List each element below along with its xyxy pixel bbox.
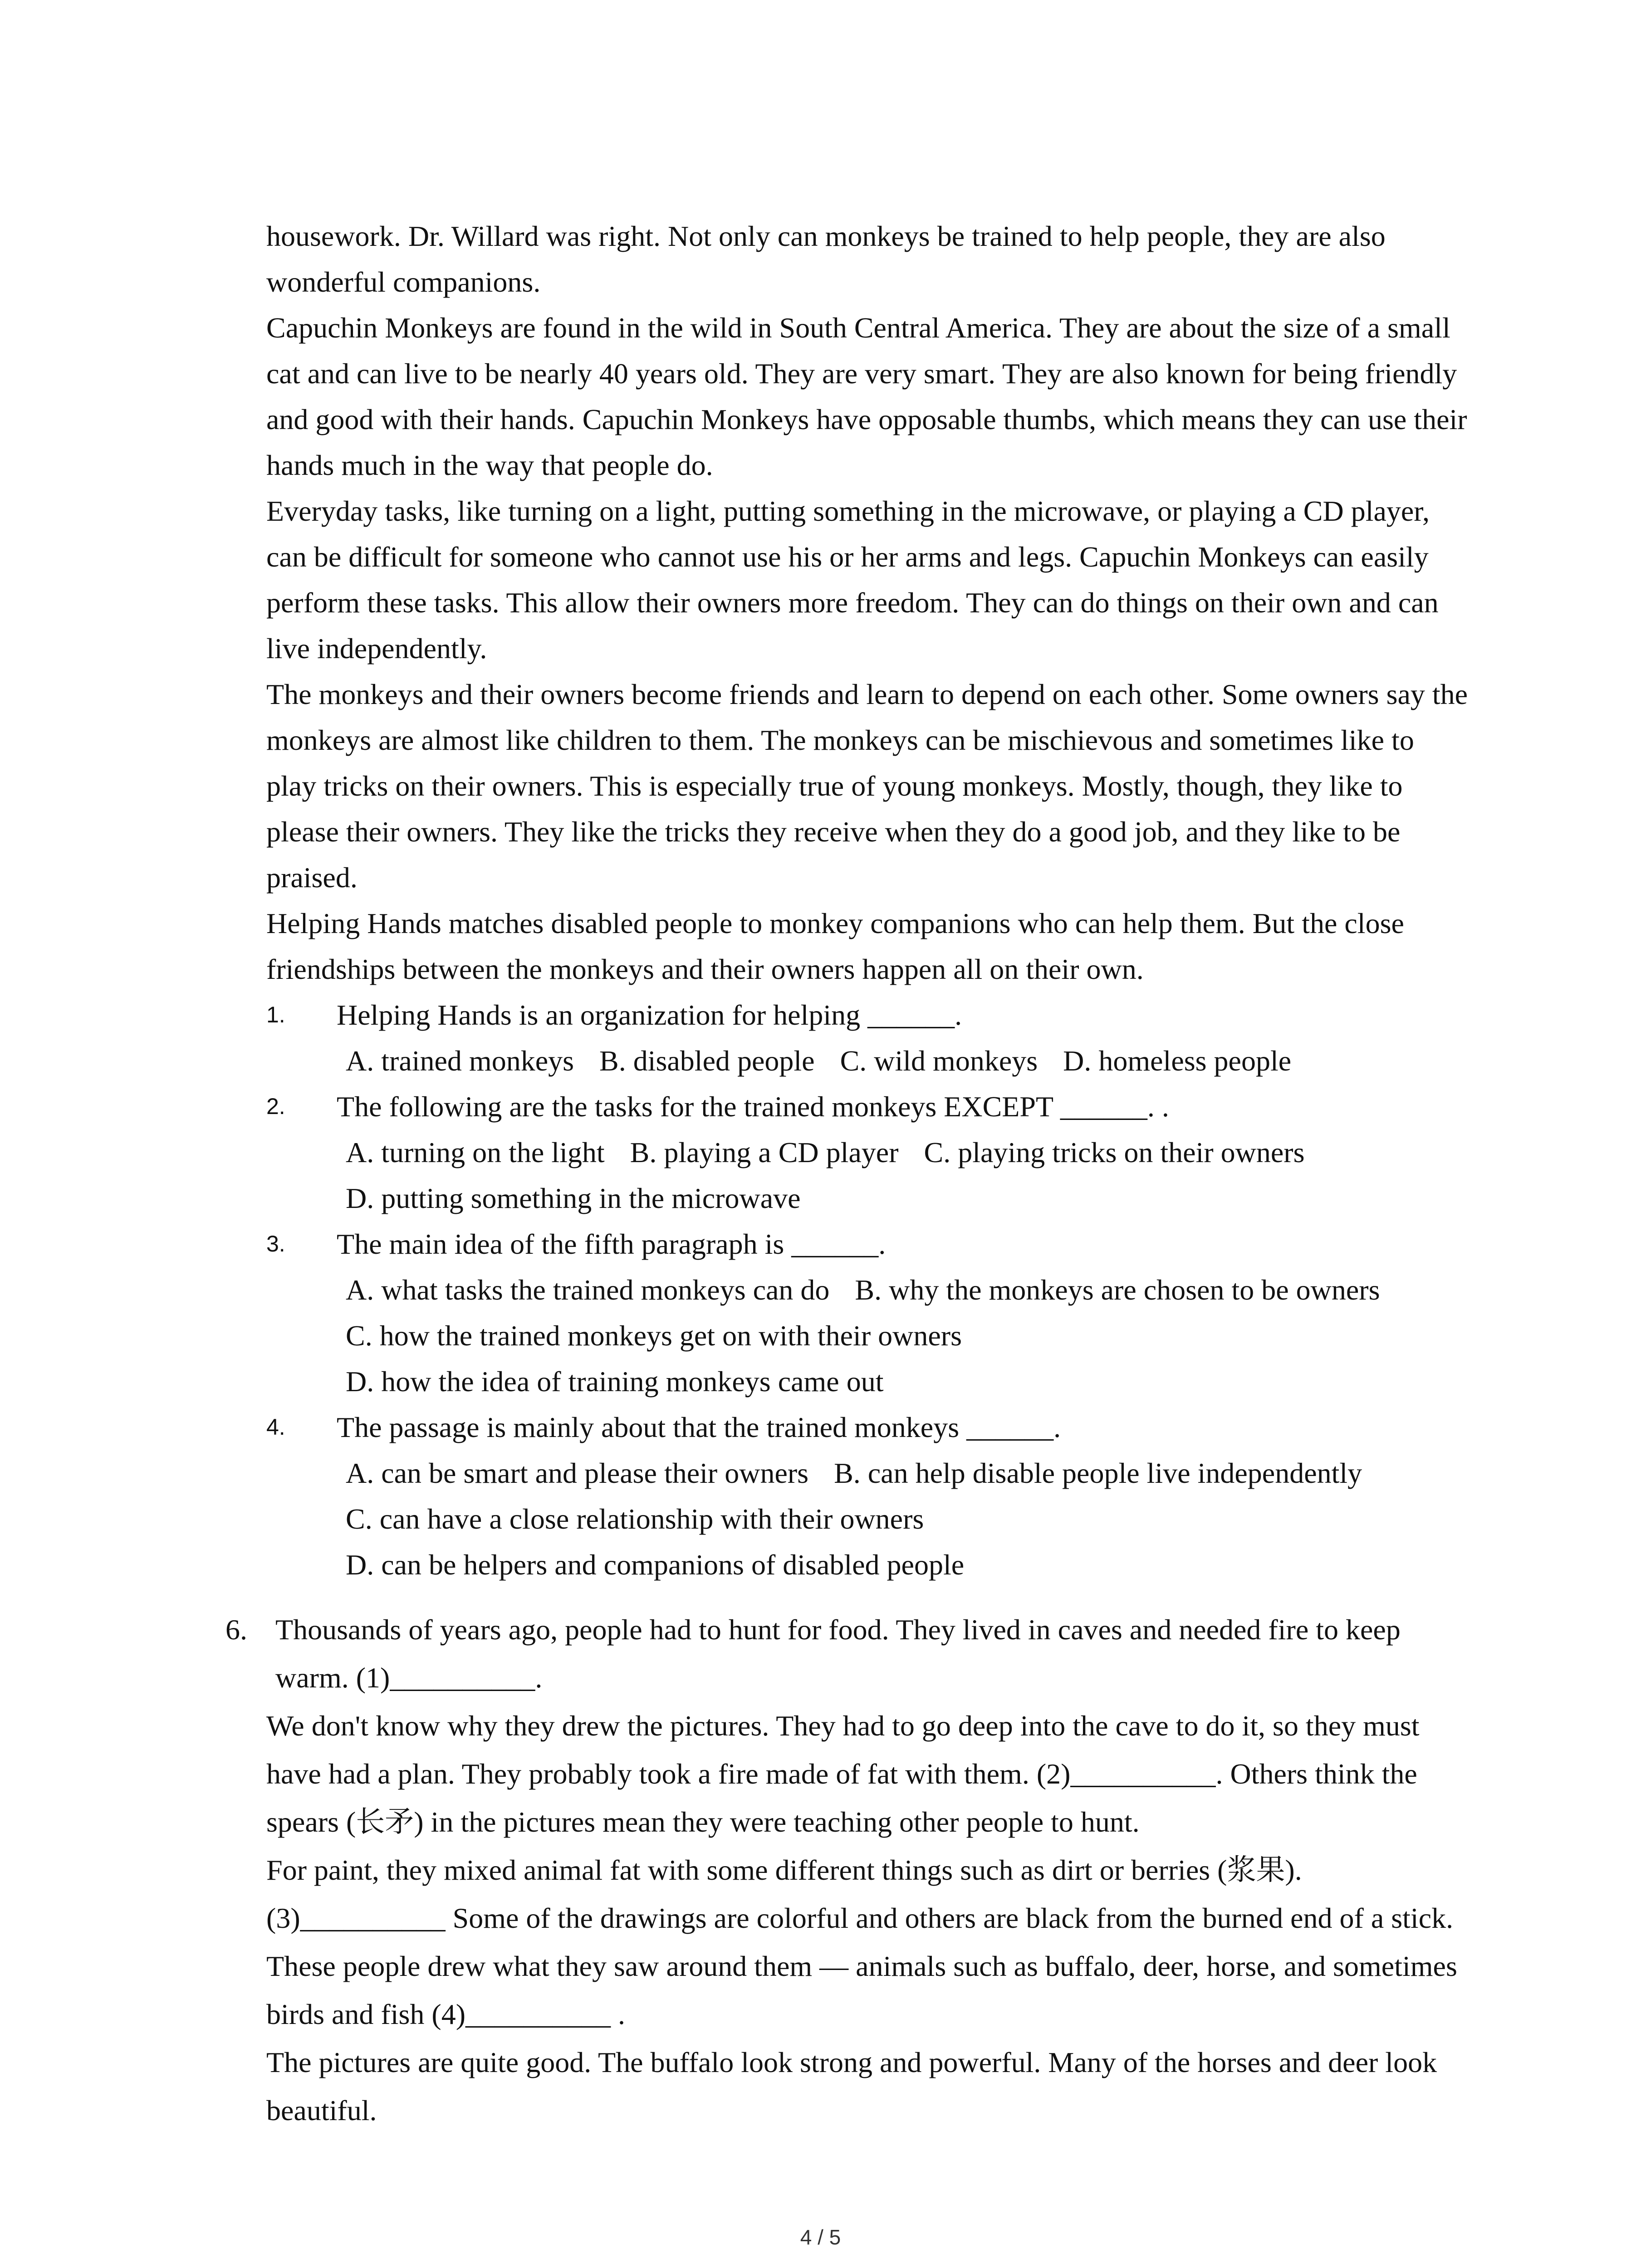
question-stem: Helping Hands is an organization for helping ______. [337,999,962,1031]
question-1 [266,992,1469,1084]
option-b: B. why the monkeys are chosen to be owners [855,1274,1380,1306]
paragraph: housework. Dr. Willard was right. Not only can monkeys be trained to help people, they are also wonderful companions. [266,220,1386,298]
question-number: 4. [266,1414,285,1440]
paragraph: The pictures are quite good. The buffalo look strong and powerful. Many of the horses and deer look beautiful. [266,2046,1437,2126]
section-6 [225,1606,1469,2135]
option-d: D. putting something in the microwave [346,1182,801,1214]
question-3 [266,1221,1469,1404]
question-2 [266,1084,1469,1221]
paragraph: Everyday tasks, like turning on a light, putting something in the microwave, or playing a CD player, can be difficult for someone who cannot use his or her arms and legs. Capuchin Monkeys can easily perform these tasks. This allow their owners more freedom. They can do things on their own and can live independently. [266,495,1439,665]
paragraph: For paint, they mixed animal fat with some different things such as dirt or berries (浆果). [266,1854,1302,1886]
option-c: C. can have a close relationship with their owners [346,1503,924,1535]
passage-5 [266,213,1469,1588]
option-row [266,1496,1469,1542]
question-4 [266,1404,1469,1588]
paragraph: (3)__________ Some of the drawings are colorful and others are black from the burned end of a stick. [266,1902,1454,1934]
option-a: A. what tasks the trained monkeys can do [346,1274,830,1306]
option-row [266,1450,1469,1496]
option-a: A. can be smart and please their owners [346,1457,809,1489]
question-stem: The following are the tasks for the trained monkeys EXCEPT ______. . [337,1090,1169,1123]
option-row [266,1129,1469,1175]
option-row [266,1038,1469,1084]
option-b: B. can help disable people live independently [834,1457,1362,1489]
question-number: 3. [266,1231,285,1256]
section-number: 6. [225,1613,247,1646]
option-c: C. wild monkeys [840,1045,1038,1077]
page-number: 4 / 5 [800,2225,841,2249]
option-a: A. trained monkeys [346,1045,574,1077]
question-number: 2. [266,1094,285,1119]
option-row [266,1313,1469,1359]
option-d: D. how the idea of training monkeys came out [346,1365,884,1398]
question-number: 1. [266,1002,285,1027]
paragraph: The monkeys and their owners become friends and learn to depend on each other. Some owners say the monkeys are almost like children to them. The monkeys can be mischievous and sometimes like to play tricks on their owners. This is especially true of young monkeys. Mostly, though, they like to please their owners. They like the tricks they receive when they do a good job, and they like to be praised. [266,678,1468,894]
option-row [266,1542,1469,1588]
option-row [266,1267,1469,1313]
question-stem: The main idea of the fifth paragraph is ______. [337,1228,886,1260]
option-row [266,1175,1469,1221]
paragraph: Thousands of years ago, people had to hunt for food. They lived in caves and needed fire to keep warm. (1)__________. [275,1613,1401,1694]
paragraph: We don't know why they drew the pictures. They had to go deep into the cave to do it, so they must have had a plan. They probably took a fire made of fat with them. (2)__________. Others think the spears (长矛) in the pictures mean they were teaching other people to hunt. [266,1710,1420,1838]
option-row [266,1359,1469,1404]
option-c: C. playing tricks on their owners [924,1136,1305,1168]
option-b: B. playing a CD player [630,1136,899,1168]
option-c: C. how the trained monkeys get on with their owners [346,1320,962,1352]
page-content [225,213,1469,2135]
option-b: B. disabled people [599,1045,815,1077]
option-d: D. can be helpers and companions of disabled people [346,1549,965,1581]
paragraph: Capuchin Monkeys are found in the wild in South Central America. They are about the size of a small cat and can live to be nearly 40 years old. They are very smart. They are also known for being friendly and good with their hands. Capuchin Monkeys have opposable thumbs, which means they can use their hands much in the way that people do. [266,312,1467,481]
question-stem: The passage is mainly about that the trained monkeys ______. [337,1411,1061,1443]
option-d: D. homeless people [1063,1045,1292,1077]
paragraph: Helping Hands matches disabled people to monkey companions who can help them. But the close friendships between the monkeys and their owners happen all on their own. [266,907,1404,985]
option-a: A. turning on the light [346,1136,605,1168]
paragraph: These people drew what they saw around them — animals such as buffalo, deer, horse, and sometimes birds and fish (4)__________ . [266,1950,1457,2030]
